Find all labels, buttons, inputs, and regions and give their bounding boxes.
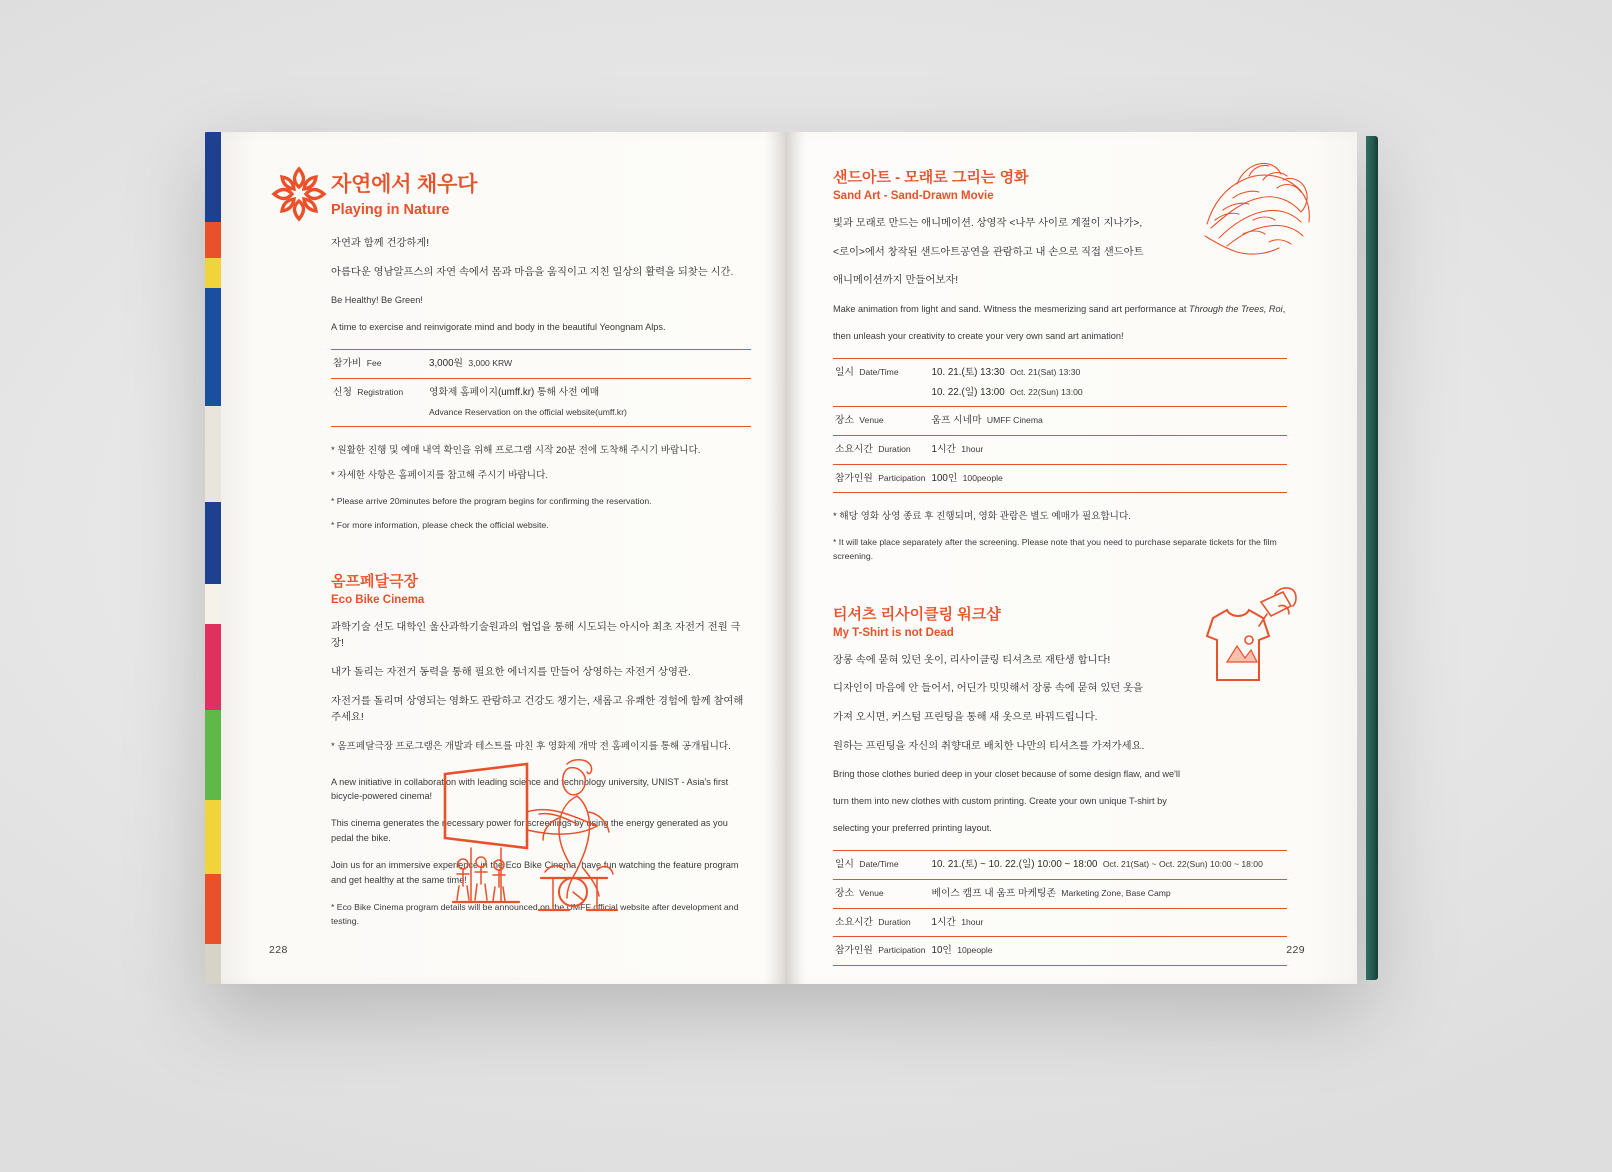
table-row [833,879,1287,908]
row-value-kr: 베이스 캠프 내 움프 마케팅존 [931,887,1056,899]
fee-registration-table [331,349,751,427]
note-en-1: * Please arrive 20minutes before the program begins for confirming the reservation. [331,495,652,506]
note-en-2: * For more information, please check the official website. [331,519,549,530]
table-row [833,358,1287,406]
row-value-en: Oct. 22(Sun) 13:00 [1010,386,1083,397]
row-value-en: Marketing Zone, Base Camp [1061,887,1171,898]
section-title-kr-eco-bike: 옴프페달극장 [331,572,418,590]
row-label-en: Registration [357,386,404,397]
row-label-kr: 일시 [835,859,854,871]
table-row [833,851,1287,880]
tshirt-en-2: turn them into new clothes with custom printing. Create your own unique T-shirt by [833,796,1167,807]
umff-flower-logo [269,164,325,220]
open-book [205,132,1370,984]
eco-bike-kr-3: 자전거를 돌리며 상영되는 영화도 관람하고 건강도 챙기는, 새롭고 유쾌한 경험에 함께 참여해주세요! [331,695,744,724]
section-title-en-sand-art: Sand Art - Sand-Drawn Movie [833,190,994,202]
sand-art-info-table [833,358,1287,493]
tshirt-kr-1: 장롱 속에 묻혀 있던 옷이, 리사이클링 티셔츠로 재탄생 합니다! [833,654,1111,666]
table-row [833,435,1287,464]
row-label-kr: 신청 [333,386,352,398]
row-label-kr: 참가비 [333,358,362,370]
row-label-en: Participation [878,472,926,483]
tshirt-printing-illustration [1179,584,1299,694]
section-title-kr-sand-art: 샌드아트 - 모래로 그리는 영화 [833,169,1029,186]
row-value-kr: 10. 21.(토) 13:30 [931,366,1005,378]
row-value-kr: 10인 [931,945,952,957]
row-value-en: 100people [962,472,1003,483]
table-row [833,937,1287,966]
tshirt-en-3: selecting your preferred printing layout. [833,823,992,834]
row-value-kr: 3,000원 [429,358,463,370]
sand-art-note-en: * It will take place separately after the screening. Please note that you need to purchase separate tickets for the film screening. [833,536,1277,561]
row-value-en: Oct. 21(Sat) 13:30 [1010,366,1081,377]
section-title-kr-tshirt: 티셔츠 리사이클링 워크샵 [833,605,1001,623]
tshirt-en-1: Bring those clothes buried deep in your closet because of some design flaw, and we'll [833,769,1181,780]
row-label-en: Venue [859,415,884,426]
intro-en-line1: Be Healthy! Be Green! [331,295,423,306]
eco-bike-en-1: A new initiative in collaboration with leading science and technology university, UNIST - Asia's first bicycle-powered cinema! [331,776,729,802]
eco-bike-kr-2: 내가 돌리는 자전거 동력을 통해 필요한 에너지를 만들어 상영하는 자전거 상영관. [331,667,691,679]
page-title-en: Playing in Nature [331,202,450,218]
table-row [833,464,1287,493]
sand-art-en-1: Make animation from light and sand. Witness the mesmerizing sand art performance at Through the Trees, Roi, [833,304,1286,315]
row-label-kr: 참가인원 [835,945,873,957]
section-title-en-tshirt: My T-Shirt is not Dead [833,626,954,639]
page-title: 자연에서 채우다 [331,173,478,196]
row-value-en: 10people [957,945,993,956]
right-page [785,132,1357,984]
row-label-en: Duration [878,443,911,454]
row-label-en: Date/Time [859,859,899,870]
sand-art-en-2: then unleash your creativity to create your very own sand art animation! [833,330,1124,341]
row-value-kr: 100인 [931,472,958,484]
sand-art-note-kr: * 해당 영화 상영 종료 후 진행되며, 영화 관람은 별도 예매가 필요합니다. [833,511,1131,523]
row-label-kr: 장소 [835,887,854,899]
sand-art-kr-1: 빛과 모래로 만드는 애니메이션. 상영작 <나무 사이로 계절이 지나가>, [833,218,1143,229]
row-value-kr: 1시간 [931,916,956,928]
row-value-en: 3,000 KRW [468,358,513,369]
row-label-kr: 일시 [835,366,854,378]
table-row [331,378,751,426]
intro-kr-line2: 아름다운 영남알프스의 자연 속에서 몸과 마음을 움직이고 지친 일상의 활력을 되찾는 시간. [331,266,734,278]
sand-art-kr-3: 애니메이션까지 만들어보자! [833,275,959,287]
row-label-kr: 참가인원 [835,472,873,484]
eco-bike-note-kr: * 옴프페달극장 프로그램은 개발과 테스트를 마친 후 영화제 개막 전 홈페이지를 통해 공개됩니다. [331,741,731,753]
row-value-en: Oct. 21(Sat) ~ Oct. 22(Sun) 10:00 ~ 18:00 [1102,859,1263,870]
left-page [221,132,793,984]
cyclist-and-audience-illustration [401,752,641,932]
eco-bike-en-3: Join us for an immersive experience in the Eco Bike Cinema, have fun watching the feature program and get healthy at the same time! [331,860,739,886]
row-label-kr: 소요시간 [835,443,873,455]
tshirt-info-table [833,850,1287,966]
row-label-en: Fee [366,358,382,369]
row-label-en: Participation [878,945,926,956]
tshirt-kr-2: 디자인이 마음에 안 들어서, 어딘가 밋밋해서 장롱 속에 묻혀 있던 옷을 [833,683,1143,695]
row-value-kr: 움프 시네마 [931,415,982,427]
row-value-en: 1hour [961,443,984,454]
section-title-en-eco-bike: Eco Bike Cinema [331,593,425,606]
tshirt-kr-3: 가져 오시면, 커스텀 프린팅을 통해 새 옷으로 바꿔드립니다. [833,712,1098,724]
row-value-kr: 10. 21.(토) ~ 10. 22.(일) 10:00 ~ 18:00 [931,859,1098,871]
note-kr-2: * 자세한 사항은 홈페이지를 참고해 주시기 바랍니다. [331,470,549,482]
intro-en-line2: A time to exercise and reinvigorate mind and body in the beautiful Yeongnam Alps. [331,322,666,333]
note-kr-1: * 원활한 진행 및 예매 내역 확인을 위해 프로그램 시작 20분 전에 도착해 주시기 바랍니다. [331,444,701,456]
book-back-edge [1366,136,1378,980]
row-value-kr: 영화제 홈페이지(umff.kr) 통해 사전 예매 [429,386,600,398]
eco-bike-note-en: * Eco Bike Cinema program details will be announced on the UMFF official website after development and testing. [331,901,739,927]
row-value-en: 1hour [961,916,984,927]
row-value-kr: 10. 22.(일) 13:00 [931,386,1005,398]
page-number-left: 228 [269,944,288,956]
row-value-en: UMFF Cinema [986,415,1043,426]
film-titles-italic: Through the Trees, Roi [1188,304,1283,315]
row-label-kr: 소요시간 [835,916,873,928]
row-label-en: Duration [878,916,911,927]
intro-kr-line1: 자연과 함께 건강하게! [331,238,430,249]
eco-bike-en-2: This cinema generates the necessary power for screenings by using the energy generated as you pedal the bike. [331,818,728,844]
eco-bike-kr-1: 과학기술 선도 대학인 울산과학기술원과의 협업을 통해 시도되는 아시아 최초 자전거 전원 극장! [331,621,741,650]
tshirt-kr-4: 원하는 프린팅을 자신의 취향대로 배치한 나만의 티셔츠를 가져가세요. [833,740,1145,752]
row-value-kr: 1시간 [931,443,956,455]
row-label-en: Date/Time [859,366,899,377]
table-row [331,350,751,379]
row-label-en: Venue [859,887,884,898]
table-row [833,908,1287,937]
table-row [833,407,1287,436]
row-label-kr: 장소 [835,415,854,427]
sand-art-hands-illustration [1197,154,1317,259]
page-number-right: 229 [1286,944,1305,956]
sand-art-kr-2: <로이>에서 창작된 샌드아트공연을 관람하고 내 손으로 직접 샌드아트 [833,246,1144,258]
row-value-en: Advance Reservation on the official website(umff.kr) [429,406,627,417]
